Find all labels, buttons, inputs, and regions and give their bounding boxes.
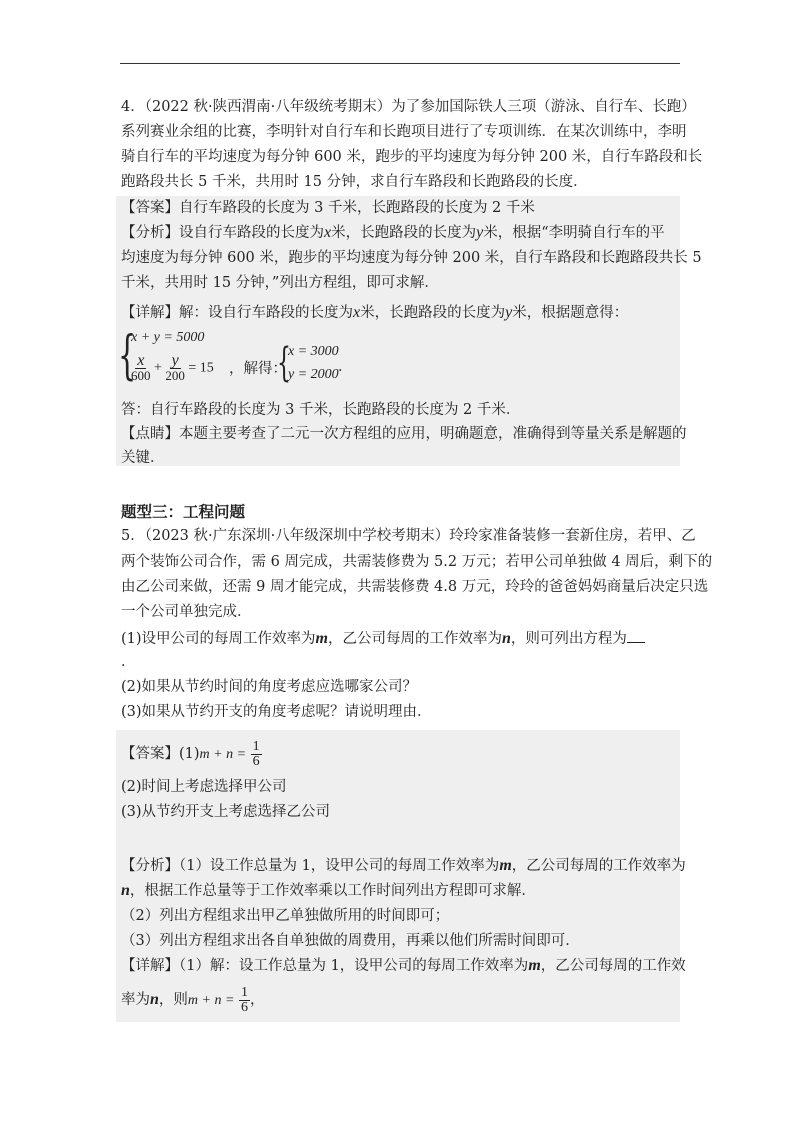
left-brace-icon: { (118, 326, 137, 386)
var-m: m (315, 630, 328, 647)
q5-sub-1 (121, 628, 645, 649)
q4-conclusion: 答：自行车路段的长度为 3 千米，长跑路段的长度为 2 千米． (121, 402, 521, 418)
var-m: m (499, 857, 512, 874)
det1-text-a: 【详解】（1）解：设工作总量为 1，设甲公司的每周工作效率为 (121, 958, 529, 974)
q5-analysis-1 (121, 856, 686, 876)
plus-sign: + (154, 360, 162, 376)
analysis-text-a: 【分析】设自行车路段的长度为 (121, 225, 324, 241)
var-y: y (505, 304, 513, 321)
solution-y: y = 2000 (288, 367, 339, 382)
q5-line-2: 两个装饰公司合作，需 6 周完成，共需装修费为 5.2 万元；若甲公司单独做 4 周后，剩下的 (121, 554, 713, 570)
det2-end: ， (250, 992, 265, 1008)
header-rule (120, 63, 680, 64)
solve-label: ，解得： (229, 361, 287, 377)
frac-denominator: 6 (241, 999, 249, 1015)
an1-text-a: 【分析】（1）设工作总量为 1，设甲公司的每周工作效率为 (121, 858, 500, 874)
q4-comment-2: 关键． (121, 450, 165, 466)
frac-denominator: 600 (131, 368, 151, 383)
q5-answer-3: (3)从节约开支上考虑选择乙公司 (121, 804, 331, 820)
var-x: x (353, 304, 361, 321)
frac-numerator: y (171, 352, 179, 369)
detail-eq: m + n = (187, 993, 235, 1008)
eq1-text: x + y = 5000 (131, 330, 205, 345)
an2-text: ，根据工作总量等于工作效率乘以工作时间列出方程即可求解． (129, 883, 536, 899)
q5-sub-2: (2)如果从节约时间的角度考虑应选哪家公司？ (121, 679, 418, 695)
fraction-x-600 (131, 354, 151, 383)
answer-blank (627, 628, 645, 643)
var-n: n (502, 630, 511, 647)
fraction-one-sixth (251, 740, 262, 769)
fraction-y-200 (165, 354, 185, 383)
frac-denominator: 200 (165, 368, 185, 383)
det2-text-b: ，则 (158, 992, 188, 1008)
solution-x: x = 3000 (288, 344, 339, 359)
q5-line-3: 由乙公司来做，还需 9 周才能完成，共需装修费 4.8 万元，玲玲的爸爸妈妈商量后决定只选 (121, 579, 709, 595)
q4-analysis-line-3: 千米，共用时 15 分钟，”列出方程组，即可求解． (121, 275, 439, 291)
eq2-rhs: = 15 (188, 360, 214, 376)
q5-analysis-4: （3）列出方程组求出各自单独做的周费用，再乘以他们所需时间即可． (121, 933, 580, 949)
answer-eq: m + n = (199, 747, 247, 762)
q5-detail-1 (121, 956, 686, 976)
var-y: y (476, 224, 484, 241)
det2-text-a: 率为 (121, 992, 150, 1008)
fraction-one-sixth (239, 986, 250, 1015)
var-x: x (324, 224, 332, 241)
det1-text-b: ，乙公司每周的工作效 (540, 958, 686, 974)
analysis-text-c: 米，根据“李明骑自行车的平 (483, 225, 665, 241)
q5-line-4: 一个公司单独完成． (121, 604, 252, 620)
sub1-text-c: ，则可列出方程为 (510, 631, 627, 647)
frac-denominator: 6 (252, 753, 260, 769)
q4-line-1: 4．（2022 秋·陕西渭南·八年级统考期末）为了参加国际铁人三项（游泳、自行车、长跑） (121, 99, 696, 115)
frac-numerator: 1 (252, 738, 260, 754)
q5-detail-2 (121, 982, 265, 1019)
q4-comment-1: 【点睛】本题主要考查了二元一次方程组的应用，明确题意，准确得到等量关系是解题的 (121, 426, 687, 442)
q4-analysis-line-2: 均速度为每分钟 600 米，跑步的平均速度为每分钟 200 米，自行车路段和长跑路段共长 5 (121, 250, 702, 266)
q5-answer-2: (2)时间上考虑选择甲公司 (121, 779, 287, 795)
var-n: n (121, 882, 130, 899)
frac-numerator: x (137, 352, 145, 369)
sub1-text-b: ，乙公司每周的工作效率为 (328, 631, 502, 647)
an1-text-b: ，乙公司每周的工作效率为 (511, 858, 686, 874)
var-m: m (528, 957, 541, 974)
q5-answer-1 (121, 736, 262, 773)
q5-analysis-2 (121, 881, 536, 901)
q5-sub-1-end: ． (121, 654, 136, 670)
left-brace-icon: { (277, 340, 291, 386)
detail-text-c: 米，根据题意得： (512, 305, 629, 321)
answer-label: 【答案】(1) (121, 746, 200, 762)
q5-solution-box (116, 730, 680, 1022)
frac-numerator: 1 (241, 984, 249, 1000)
solution-end: ． (338, 359, 353, 375)
equation-1 (131, 330, 204, 346)
q4-line-2: 系列赛业余组的比赛，李明针对自行车和长跑项目进行了专项训练．在某次训练中，李明 (121, 124, 687, 140)
detail-text-a: 【详解】解：设自行车路段的长度为 (121, 305, 353, 321)
q4-line-3: 骑自行车的平均速度为每分钟 600 米，跑步的平均速度为每分钟 200 米，自行车路段和长 (121, 149, 703, 165)
analysis-text-b: 米，长跑路段的长度为 (331, 225, 477, 241)
q5-line-1: 5．（2023 秋·广东深圳·八年级深圳中学校考期末）玲玲家准备装修一套新住房，若甲、乙 (121, 528, 696, 544)
section-title: 题型三：工程问题 (121, 502, 246, 521)
q5-sub-3: (3)如果从节约开支的角度考虑呢？请说明理由． (121, 704, 432, 720)
q4-detail-line (121, 303, 628, 323)
var-n: n (150, 991, 159, 1008)
q4-answer: 【答案】自行车路段的长度为 3 千米，长跑路段的长度为 2 千米 (121, 200, 535, 216)
q4-analysis-line-1 (121, 223, 665, 243)
detail-text-b: 米，长跑路段的长度为 (360, 305, 506, 321)
equation-2 (131, 354, 214, 383)
sub1-text-a: (1)设甲公司的每周工作效率为 (121, 631, 316, 647)
q5-analysis-3: （2）列出方程组求出甲乙单独做所用的时间即可； (121, 908, 450, 924)
q4-line-4: 跑路段共长 5 千米，共用时 15 分钟，求自行车路段和长跑路段的长度． (121, 174, 588, 190)
